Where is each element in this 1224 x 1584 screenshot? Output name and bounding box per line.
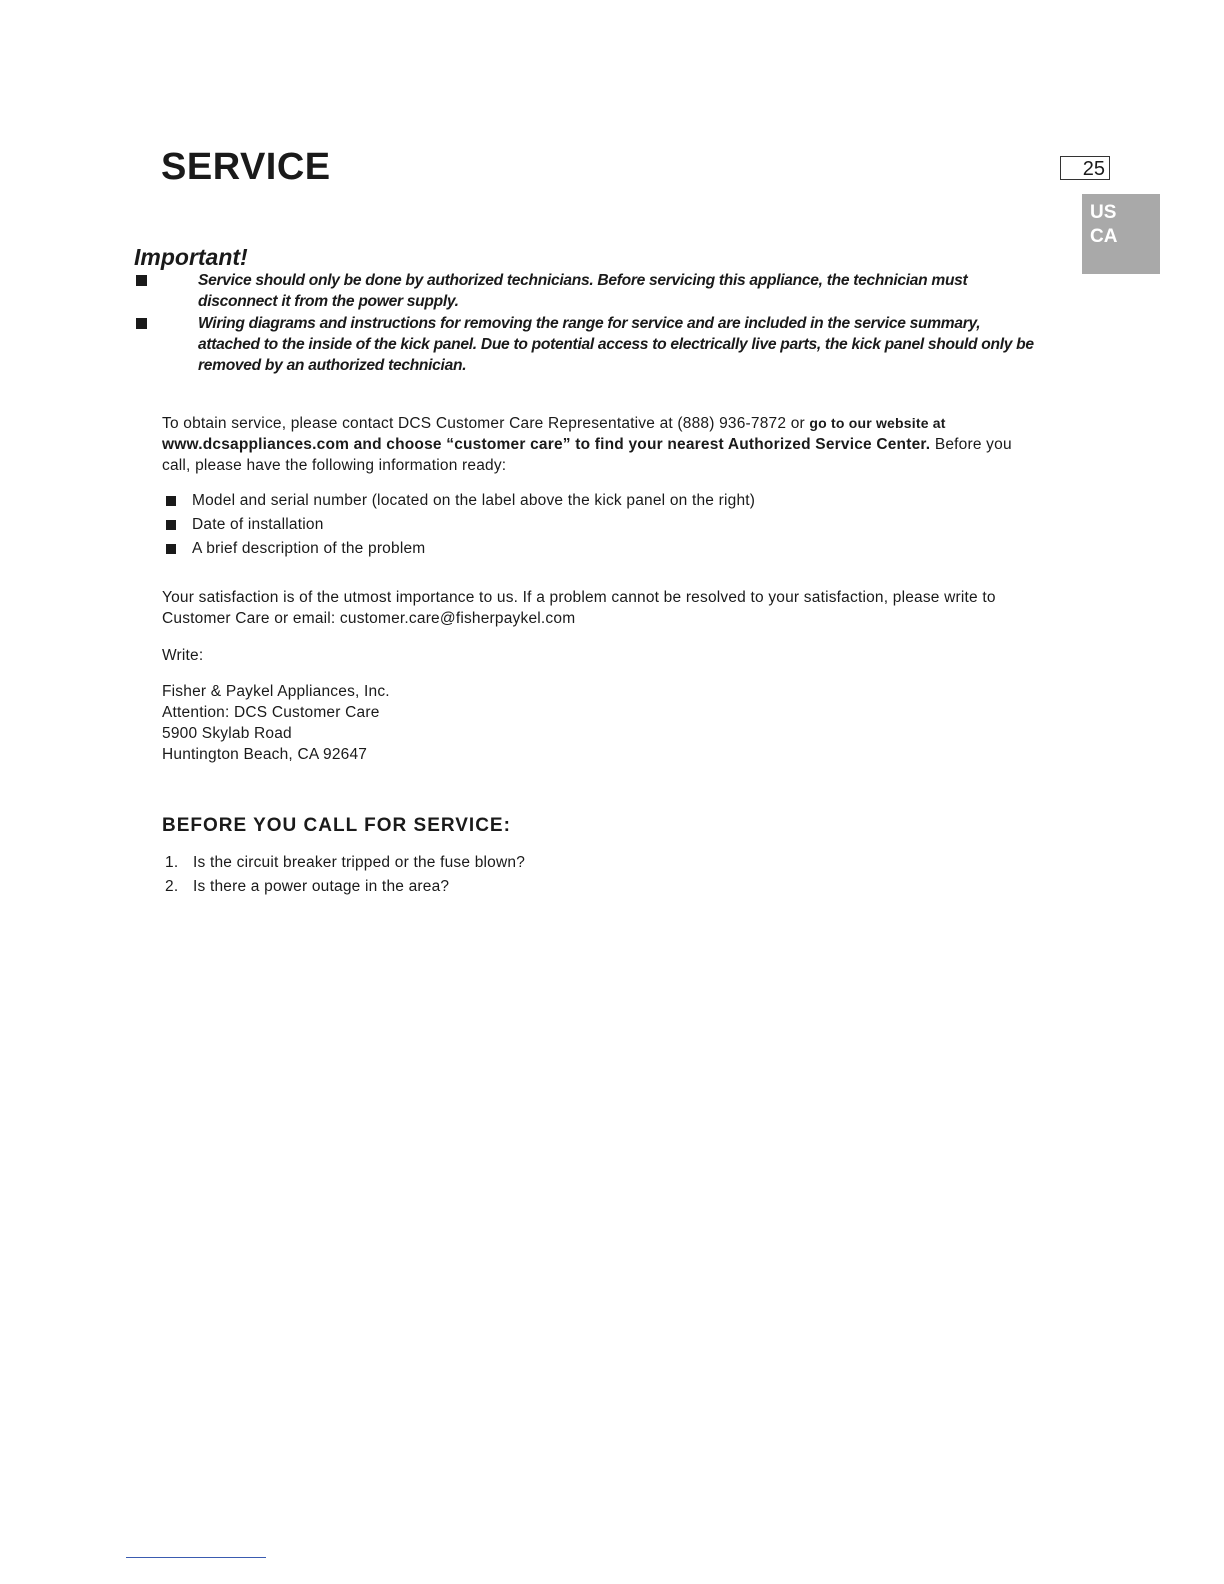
address-line: Huntington Beach, CA 92647 (162, 746, 368, 763)
contact-intro: To obtain service, please contact DCS Customer Care Representative at (888) 936-7872 or (162, 415, 805, 432)
important-item (134, 313, 1039, 376)
list-item: Date of installation (165, 513, 755, 537)
important-item (134, 270, 1039, 312)
list-item: Model and serial number (located on the label above the kick panel on the right) (165, 489, 755, 513)
write-label: Write: (162, 647, 204, 664)
mailing-address (162, 681, 390, 765)
before-call-list (165, 851, 525, 899)
footer-divider (126, 1557, 266, 1558)
list-item: 2. Is there a power outage in the area? (165, 878, 450, 895)
bullet-square-icon (136, 318, 147, 329)
satisfaction-paragraph: Your satisfaction is of the utmost importance to us. If a problem cannot be resolved to your satisfaction, please write to Customer Care or email: customer.care@fisherpaykel.com (162, 589, 996, 627)
bullet-square-icon (136, 275, 147, 286)
address-line: Attention: DCS Customer Care (162, 704, 380, 721)
important-item-text: Wiring diagrams and instructions for removing the range for service and are included in the service summary, attached to the inside of the kick panel. Due to potential access to electrically live parts, the kick panel should only be removed by an authorized technician. (198, 315, 1034, 374)
region-tab (1082, 194, 1160, 274)
region-us: US (1090, 202, 1117, 223)
page-title: SERVICE (161, 146, 331, 188)
page-number: 25 (1060, 156, 1110, 180)
region-ca: CA (1090, 226, 1118, 247)
contact-tail: Before you call, please have the following information ready: (162, 436, 1012, 474)
before-call-heading: BEFORE YOU CALL FOR SERVICE: (162, 815, 511, 836)
address-line: Fisher & Paykel Appliances, Inc. (162, 683, 390, 700)
info-list (165, 489, 755, 561)
important-heading: Important! (134, 244, 248, 270)
address-line: 5900 Skylab Road (162, 725, 292, 742)
website-link[interactable]: www.dcsappliances.com and choose “customer care” to find your nearest Authorized Service Center. (162, 436, 931, 453)
important-item-text: Service should only be done by authorized technicians. Before servicing this appliance, the technician must disconnect it from the power supply. (198, 272, 968, 310)
website-prefix: go to our website at (809, 415, 946, 431)
list-item: 1. Is the circuit breaker tripped or the fuse blown? (165, 854, 526, 871)
bullet-square-icon (166, 496, 176, 506)
list-item: A brief description of the problem (165, 537, 755, 561)
contact-paragraph (162, 413, 1042, 476)
bullet-square-icon (166, 520, 176, 530)
bullet-square-icon (166, 544, 176, 554)
